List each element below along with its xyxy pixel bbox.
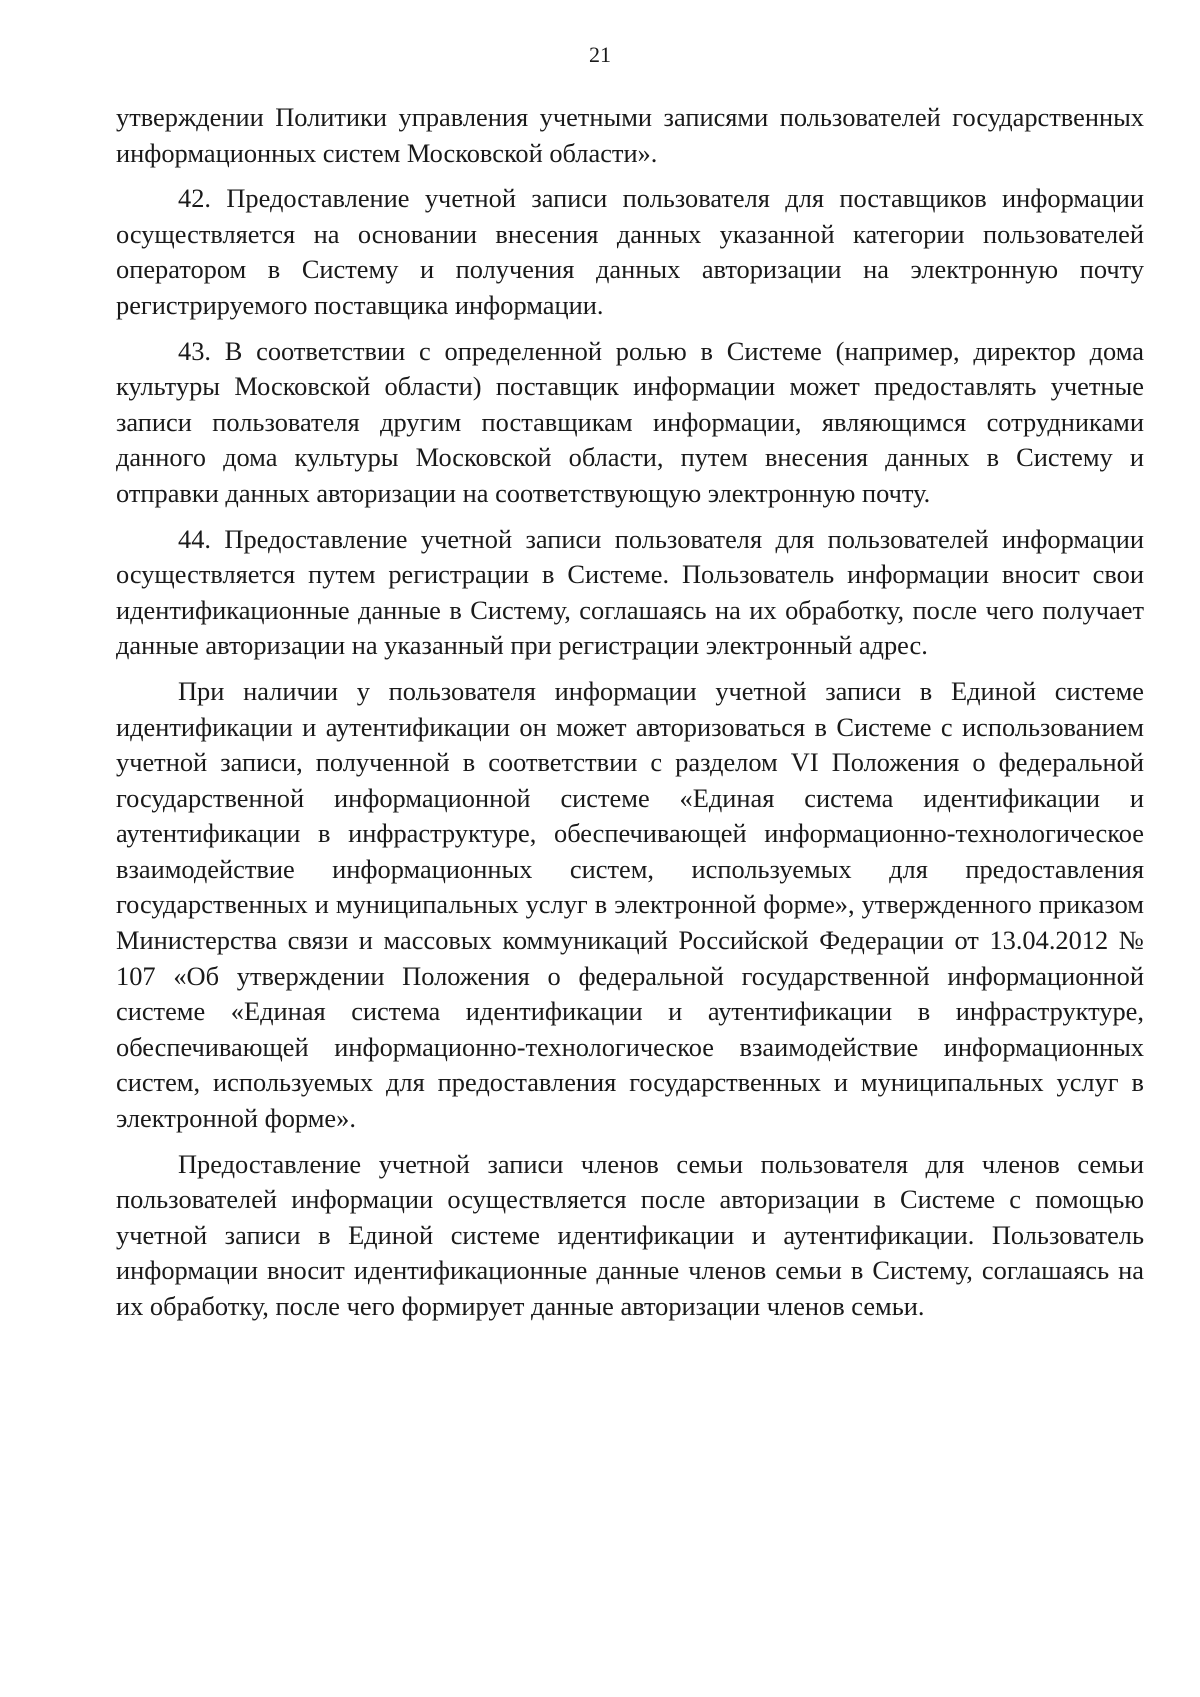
paragraph-esia-authorization: При наличии у пользователя информации учетной записи в Единой системе идентификации и аутентификации он может авторизоваться в Системе с использованием учетной записи, полученной в соответствии с разделом VI Положения о федеральной государственной информационной системе «Единая система идентификации и аутентификации в инфраструктуре, обеспечивающей информационно-технологическое взаимодействие информационных систем, используемых для предоставления государственных и муниципальных услуг в электронной форме», утвержденного приказом Министерства связи и массовых коммуникаций Российской Федерации от 13.04.2012 № 107 «Об утверждении Положения о федеральной государственной информационной системе «Единая система идентификации и аутентификации в инфраструктуре, обеспечивающей информационно-технологическое взаимодействие информационных систем, используемых для предоставления государственных и муниципальных услуг в электронной форме». — [116, 675, 1144, 1134]
document-body — [116, 100, 1144, 1325]
paragraph-family-members: Предоставление учетной записи членов семьи пользователя для членов семьи пользователей информации осуществляется после авторизации в Системе с помощью учетной записи в Единой системе идентификации и аутентификации. Пользователь информации вносит идентификационные данные членов семьи в Систему, соглашаясь на их обработку, после чего формирует данные авторизации членов семьи. — [116, 1148, 1144, 1321]
paragraph-42: 42. Предоставление учетной записи пользователя для поставщиков информации осуществляется на основании внесения данных указанной категории пользователей оператором в Систему и получения данных авторизации на электронную почту регистрируемого поставщика информации. — [116, 183, 1144, 320]
paragraph-continued: утверждении Политики управления учетными записями пользователей государственных информационных систем Московской области». — [116, 102, 1144, 168]
paragraph-43: 43. В соответствии с определенной ролью в Системе (например, директор дома культуры Московской области) поставщик информации может предоставлять учетные записи пользователя другим поставщикам информации, являющимся сотрудниками данного дома культуры Московской области, путем внесения данных в Систему и отправки данных авторизации на соответствующую электронную почту. — [116, 335, 1144, 508]
paragraph-44: 44. Предоставление учетной записи пользователя для пользователей информации осуществляется путем регистрации в Системе. Пользователь информации вносит свои идентификационные данные в Систему, соглашаясь на их обработку, после чего получает данные авторизации на указанный при регистрации электронный адрес. — [116, 523, 1144, 661]
page-number: 21 — [589, 42, 611, 67]
